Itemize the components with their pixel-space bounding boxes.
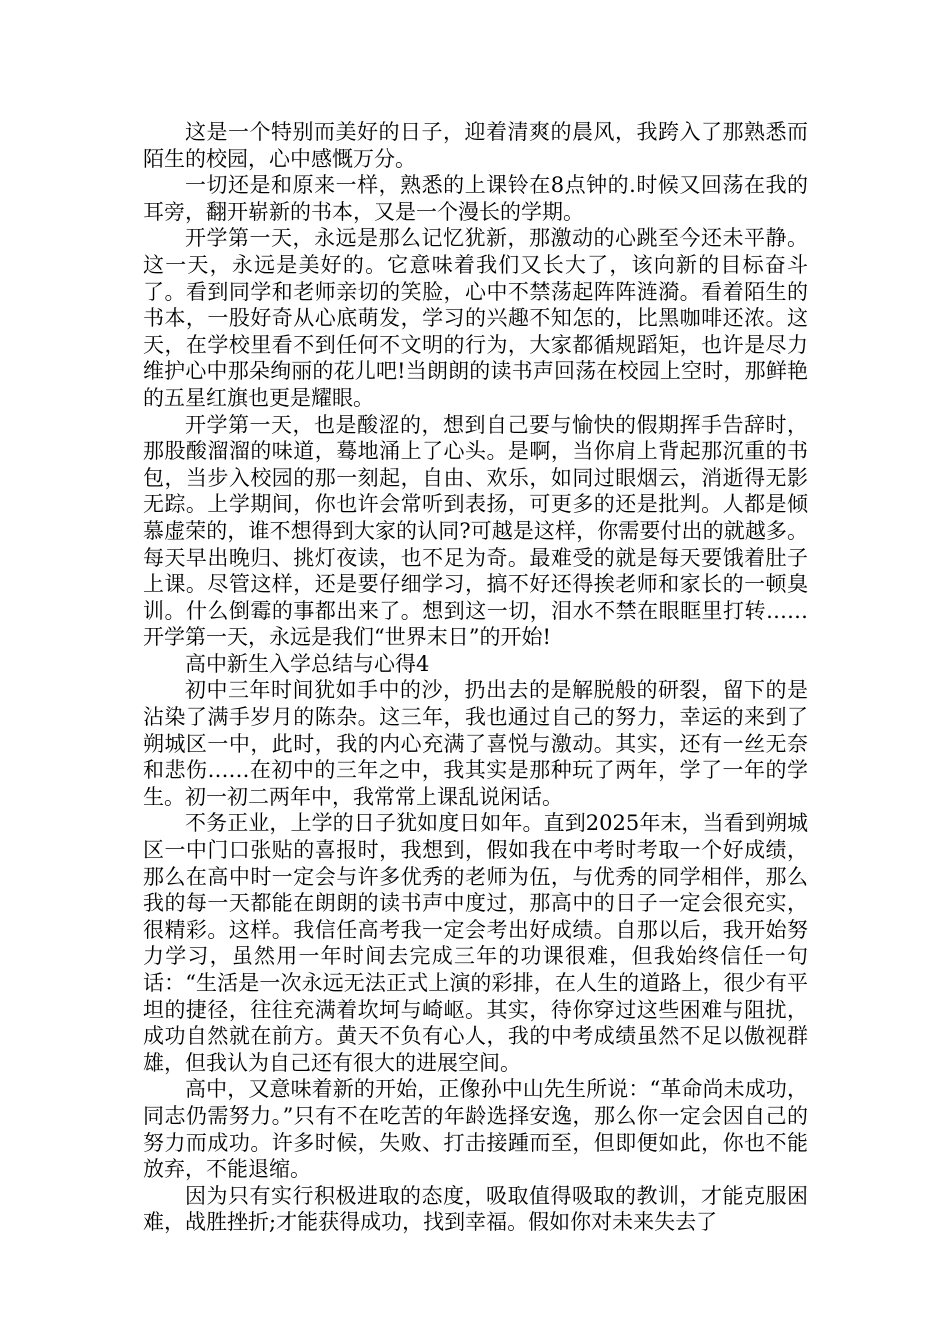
paragraph: 一切还是和原来一样，熟悉的上课铃在8点钟的.时候又回荡在我的耳旁，翻开崭新的书本，又是一个漫长的学期。	[143, 173, 808, 224]
paragraph: 开学第一天，永远是那么记忆犹新，那激动的心跳至今还未平静。这一天，永远是美好的。它意味着我们又长大了，该向新的目标奋斗了。看到同学和老师亲切的笑脸，心中不禁荡起阵阵涟漪。看着陌生的书本，一股好奇从心底萌发，学习的兴趣不知怎的，比黑咖啡还浓。这天，在学校里看不到任何不文明的行为，大家都循规蹈矩，也许是尽力维护心中那朵绚丽的花儿吧!当朗朗的读书声回荡在校园上空时，那鲜艳的五星红旗也更是耀眼。	[143, 226, 808, 410]
paragraph: 这是一个特别而美好的日子，迎着清爽的晨风，我跨入了那熟悉而陌生的校园，心中感慨万分。	[143, 120, 808, 171]
paragraph: 高中，又意味着新的开始，正像孙中山先生所说：“革命尚未成功，同志仍需努力。”只有不在吃苦的年龄选择安逸，那么你一定会因自己的努力而成功。许多时候，失败、打击接踵而至，但即便如此，你也不能放弃，不能退缩。	[143, 1077, 808, 1182]
paragraph: 不务正业，上学的日子犹如度日如年。直到2025年末，当看到朔城区一中门口张贴的喜报时，我想到，假如我在中考时考取一个好成绩，那么在高中时一定会与许多优秀的老师为伍，与优秀的同学相伴，那么我的每一天都能在朗朗的读书声中度过，那高中的日子一定会很充实，很精彩。这样。我信任高考我一定会考出好成绩。自那以后，我开始努力学习，虽然用一年时间去完成三年的功课很难，但我始终信任一句话：“生活是一次永远无法正式上演的彩排，在人生的道路上，很少有平坦的捷径，往往充满着坎坷与崎岖。其实，待你穿过这些困难与阻扰，成功自然就在前方。黄天不负有心人，我的中考成绩虽然不足以傲视群雄，但我认为自己还有很大的进展空间。	[143, 811, 808, 1075]
paragraph: 初中三年时间犹如手中的沙，扔出去的是解脱般的研裂，留下的是沾染了满手岁月的陈杂。这三年，我也通过自己的努力，幸运的来到了朔城区一中，此时，我的内心充满了喜悦与激动。其实，还有一丝无奈和悲伤……在初中的三年之中，我其实是那种玩了两年，学了一年的学生。初一初二两年中，我常常上课乱说闲话。	[143, 678, 808, 809]
paragraph: 因为只有实行积极进取的态度，吸取值得吸取的教训，才能克服困难，战胜挫折;才能获得成功，找到幸福。假如你对未来失去了	[143, 1183, 808, 1235]
paragraph: 开学第一天，也是酸涩的，想到自己要与愉快的假期挥手告辞时，那股酸溜溜的味道，蓦地涌上了心头。是啊，当你肩上背起那沉重的书包，当步入校园的那一刻起，自由、欢乐，如同过眼烟云，消逝得无影无踪。上学期间，你也许会常听到表扬，可更多的还是批判。人都是倾慕虚荣的，谁不想得到大家的认同?可越是这样，你需要付出的就越多。每天早出晚归、挑灯夜读，也不足为奇。最难受的就是每天要饿着肚子上课。尽管这样，还是要仔细学习，搞不好还得挨老师和家长的一顿臭训。什么倒霉的事都出来了。想到这一切，泪水不禁在眼眶里打转……开学第一天，永远是我们“世界末日”的开始!	[143, 412, 808, 650]
section-heading: 高中新生入学总结与心得4	[185, 651, 430, 676]
document-body	[143, 119, 808, 1236]
